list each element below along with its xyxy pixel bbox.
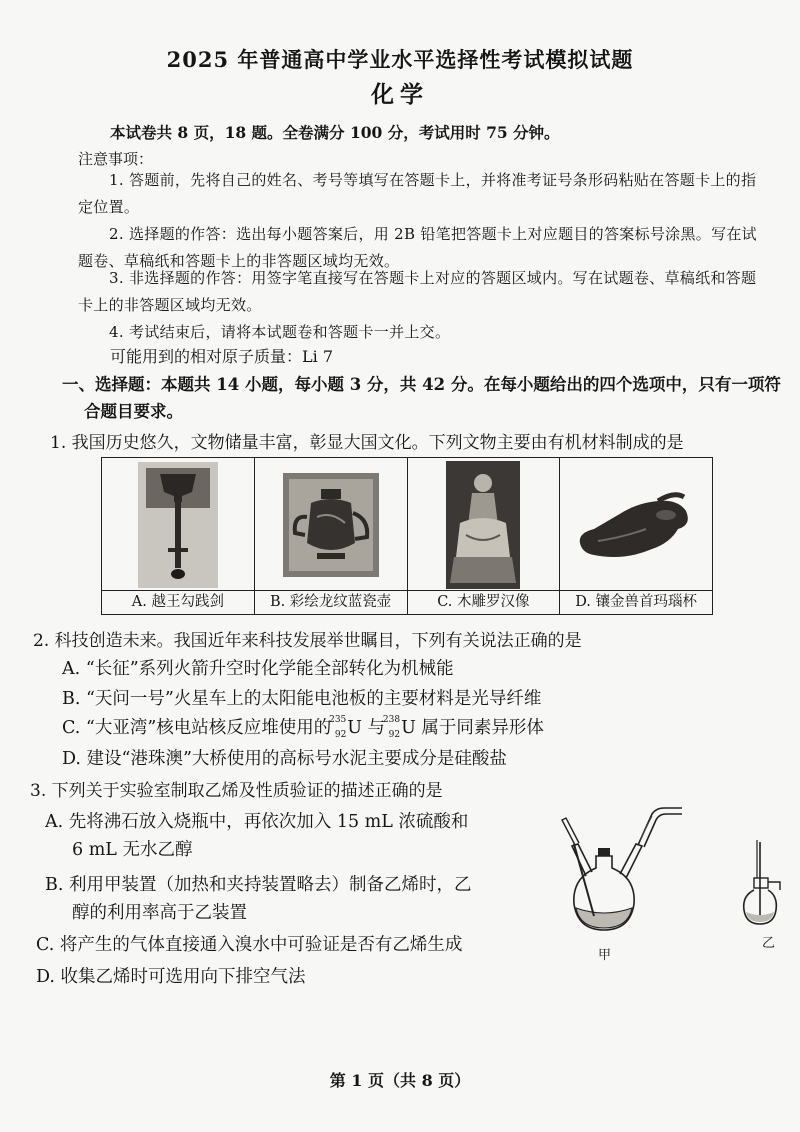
- question-3-option-b-line1: B. 利用甲装置（加热和夹持装置略去）制备乙烯时，乙: [45, 875, 472, 895]
- option-d-caption: D. 镶金兽首玛瑙杯: [560, 590, 712, 614]
- subject-title: 化学: [371, 81, 429, 108]
- question-2-option-a: A. “长征”系列火箭升空时化学能全部转化为机械能: [62, 659, 454, 679]
- option-c-text-post: U 属于同素异形体: [401, 718, 544, 738]
- question-3-option-b-line2: 醇的利用率高于乙装置: [72, 903, 247, 923]
- u235-mass-number: 235: [329, 715, 347, 725]
- bronze-sword-image: [138, 462, 218, 588]
- question-3-option-a-line1: A. 先将沸石放入烧瓶中，再依次加入 15 mL 浓硫酸和: [45, 812, 469, 832]
- apparatus-jia-label: 甲: [598, 948, 612, 963]
- porcelain-pot-image: [283, 473, 379, 577]
- option-d-cell: [560, 458, 712, 614]
- u238-mass-number: 238: [382, 715, 401, 725]
- option-c-cell: [408, 458, 561, 614]
- agate-cup-image: [574, 485, 698, 565]
- question-1-image-table: [101, 457, 713, 615]
- u235-atomic-number: 92: [334, 730, 347, 740]
- u238-atomic-number: 92: [388, 730, 401, 740]
- question-3-stem: 3. 下列关于实验室制取乙烯及性质验证的描述正确的是: [30, 781, 443, 801]
- question-3-option-d: D. 收集乙烯时可选用向下排空气法: [36, 967, 306, 987]
- notice-item-2: 2. 选择题的作答：选出每小题答案后，用 2B 铅笔把答题卡上对应题目的答案标号涂黑。写在试题卷、草稿纸和答题卡上的非答题区域均无效。: [78, 225, 757, 270]
- question-2-stem: 2. 科技创造未来。我国近年来科技发展举世瞩目，下列有关说法正确的是: [33, 631, 582, 651]
- question-2-option-d: D. 建设“港珠澳”大桥使用的高标号水泥主要成分是硅酸盐: [62, 749, 507, 769]
- option-a-cell: [102, 458, 255, 614]
- u238-nuclide: [382, 715, 401, 740]
- question-2-option-b: B. “天问一号”火星车上的太阳能电池板的主要材料是光导纤维: [62, 689, 542, 709]
- option-c-caption: C. 木雕罗汉像: [408, 590, 560, 614]
- option-c-text-mid: U 与: [347, 718, 386, 738]
- notice-heading: 注意事项：: [78, 150, 154, 168]
- option-b-caption: B. 彩绘龙纹蓝瓷壶: [255, 590, 407, 614]
- apparatus-yi-label: 乙: [762, 936, 776, 951]
- question-3-option-a-line2: 6 mL 无水乙醇: [72, 840, 193, 860]
- exam-title: 2025 年普通高中学业水平选择性考试模拟试题: [166, 47, 634, 72]
- wood-statue-image: [446, 461, 520, 589]
- question-3-option-c: C. 将产生的气体直接通入溴水中可验证是否有乙烯生成: [36, 935, 463, 955]
- question-1-stem: 1. 我国历史悠久，文物储量丰富，彰显大国文化。下列文物主要由有机材料制成的是: [50, 433, 684, 453]
- notice-item-4: 4. 考试结束后，请将本试题卷和答题卡一并上交。: [109, 323, 451, 341]
- atomic-mass-note: 可能用到的相对原子质量：Li 7: [110, 347, 334, 366]
- u235-nuclide: [329, 715, 347, 740]
- apparatus-yi-drawing: [740, 838, 786, 938]
- page-footer: 第 1 页（共 8 页）: [329, 1071, 471, 1090]
- exam-summary: 本试卷共 8 页，18 题。全卷满分 100 分，考试用时 75 分钟。: [110, 123, 560, 142]
- notice-item-3: 3. 非选择题的作答：用签字笔直接写在答题卡上对应的答题区域内。写在试题卷、草稿纸和答题卡上的非答题区域均无效。: [78, 269, 757, 314]
- option-a-caption: A. 越王勾践剑: [102, 590, 254, 614]
- option-c-text-pre: C. “大亚湾”核电站核反应堆使用的: [62, 718, 332, 738]
- notice-item-1: 1. 答题前，先将自己的姓名、考号等填写在答题卡上，并将准考证号条形码粘贴在答题卡上的指定位置。: [78, 171, 757, 216]
- section-1-heading: 一、选择题：本题共 14 小题，每小题 3 分，共 42 分。在每小题给出的四个选项中，只有一项符合题目要求。: [62, 375, 781, 421]
- question-2-option-c: [62, 714, 544, 739]
- apparatus-jia-drawing: [552, 800, 692, 950]
- option-b-cell: [255, 458, 408, 614]
